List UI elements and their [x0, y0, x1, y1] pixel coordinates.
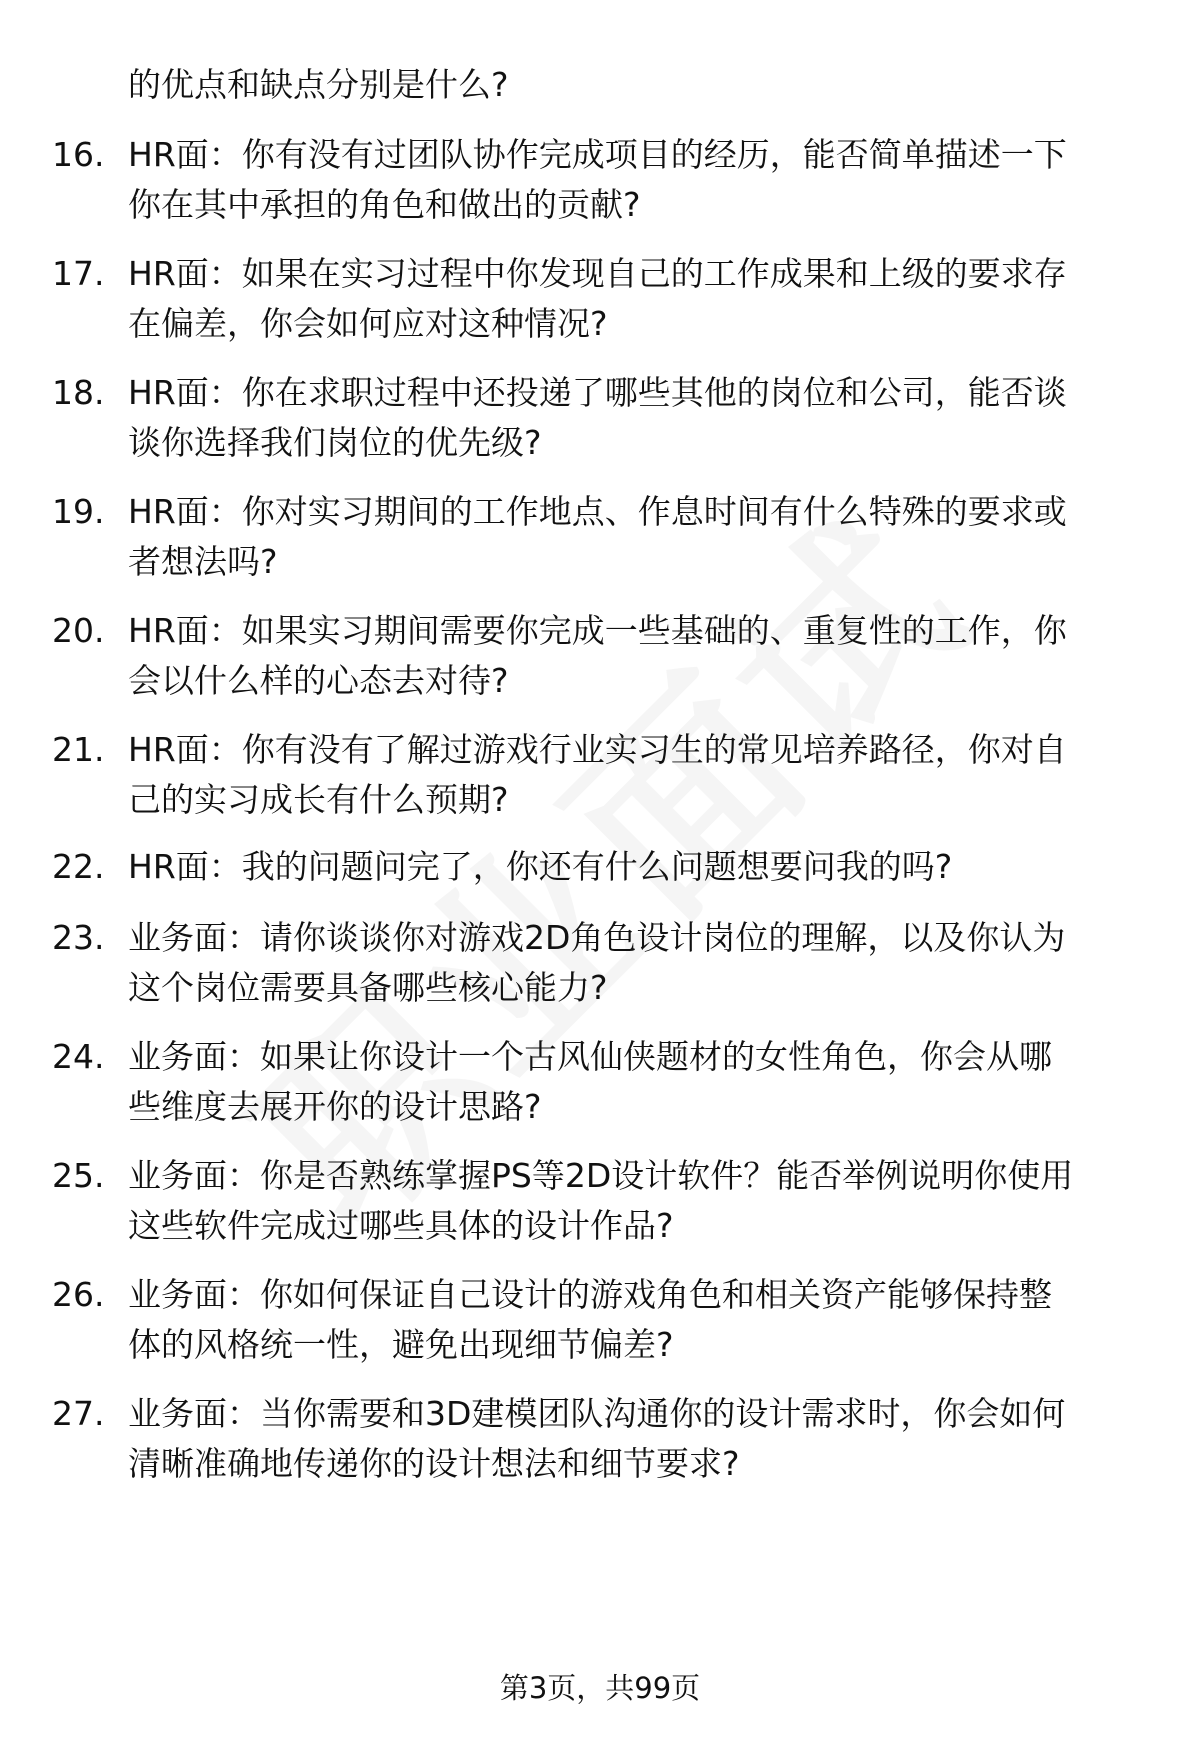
question-line: HR面：你有没有了解过游戏行业实习生的常见培养路径，你对自	[128, 730, 1067, 769]
question-line: HR面：你对实习期间的工作地点、作息时间有什么特殊的要求或	[128, 492, 1067, 531]
question-number: 27.	[52, 1394, 105, 1433]
question-text	[128, 249, 1158, 349]
question-number: 26.	[52, 1275, 105, 1314]
question-text	[128, 487, 1158, 587]
question-text	[128, 130, 1158, 230]
question-line: 会以什么样的心态去对待?	[128, 661, 509, 700]
question-text	[128, 1389, 1158, 1489]
question-line: 这个岗位需要具备哪些核心能力?	[128, 968, 608, 1007]
question-item-17	[0, 249, 1200, 349]
question-line: HR面：如果实习期间需要你完成一些基础的、重复性的工作，你	[128, 611, 1067, 650]
question-line: 己的实习成长有什么预期?	[128, 780, 509, 819]
question-line: 业务面：当你需要和3D建模团队沟通你的设计需求时，你会如何	[128, 1394, 1066, 1433]
question-line: 些维度去展开你的设计思路?	[128, 1087, 542, 1126]
question-line: HR面：你有没有过团队协作完成项目的经历，能否简单描述一下	[128, 135, 1067, 174]
question-number: 22.	[52, 847, 105, 886]
question-line: 业务面：如果让你设计一个古风仙侠题材的女性角色，你会从哪	[128, 1037, 1052, 1076]
question-text	[128, 913, 1158, 1013]
question-line: 在偏差，你会如何应对这种情况?	[128, 304, 608, 343]
question-line: 者想法吗?	[128, 542, 278, 581]
question-text	[128, 606, 1158, 706]
question-line: 业务面：请你谈谈你对游戏2D角色设计岗位的理解，以及你认为	[128, 918, 1066, 957]
question-line: HR面：你在求职过程中还投递了哪些其他的岗位和公司，能否谈	[128, 373, 1067, 412]
question-item-16	[0, 130, 1200, 230]
question-text	[128, 368, 1158, 468]
question-item-21	[0, 725, 1200, 825]
question-line: 业务面：你如何保证自己设计的游戏角色和相关资产能够保持整	[128, 1275, 1052, 1314]
question-text	[128, 725, 1158, 825]
question-line: 谈你选择我们岗位的优先级?	[128, 423, 542, 462]
question-item-24	[0, 1032, 1200, 1132]
question-line: 这些软件完成过哪些具体的设计作品?	[128, 1206, 674, 1245]
question-item-27	[0, 1389, 1200, 1489]
question-line: 你在其中承担的角色和做出的贡献?	[128, 185, 641, 224]
question-item-20	[0, 606, 1200, 706]
page-footer: 第3页，共99页	[499, 1671, 701, 1705]
question-line: 业务面：你是否熟练掌握PS等2D设计软件？能否举例说明你使用	[128, 1156, 1074, 1195]
question-number: 24.	[52, 1037, 105, 1076]
question-number: 23.	[52, 918, 105, 957]
question-line: 清晰准确地传递你的设计想法和细节要求?	[128, 1444, 740, 1483]
question-line: HR面：如果在实习过程中你发现自己的工作成果和上级的要求存	[128, 254, 1067, 293]
question-number: 21.	[52, 730, 105, 769]
question-item-26	[0, 1270, 1200, 1370]
question-text	[128, 1270, 1158, 1370]
question-item-23	[0, 913, 1200, 1013]
question-item-18	[0, 368, 1200, 468]
question-item-19	[0, 487, 1200, 587]
question-number: 16.	[52, 135, 105, 174]
question-text	[128, 1151, 1158, 1251]
question-line: HR面：我的问题问完了，你还有什么问题想要问我的吗?	[128, 847, 953, 886]
question-number: 19.	[52, 492, 105, 531]
question-number: 25.	[52, 1156, 105, 1195]
continuation-line: 的优点和缺点分别是什么?	[128, 65, 509, 104]
question-text	[128, 842, 1158, 892]
question-number: 18.	[52, 373, 105, 412]
question-text	[128, 1032, 1158, 1132]
question-number: 20.	[52, 611, 105, 650]
question-line: 体的风格统一性，避免出现细节偏差?	[128, 1325, 674, 1364]
question-item-25	[0, 1151, 1200, 1251]
question-number: 17.	[52, 254, 105, 293]
